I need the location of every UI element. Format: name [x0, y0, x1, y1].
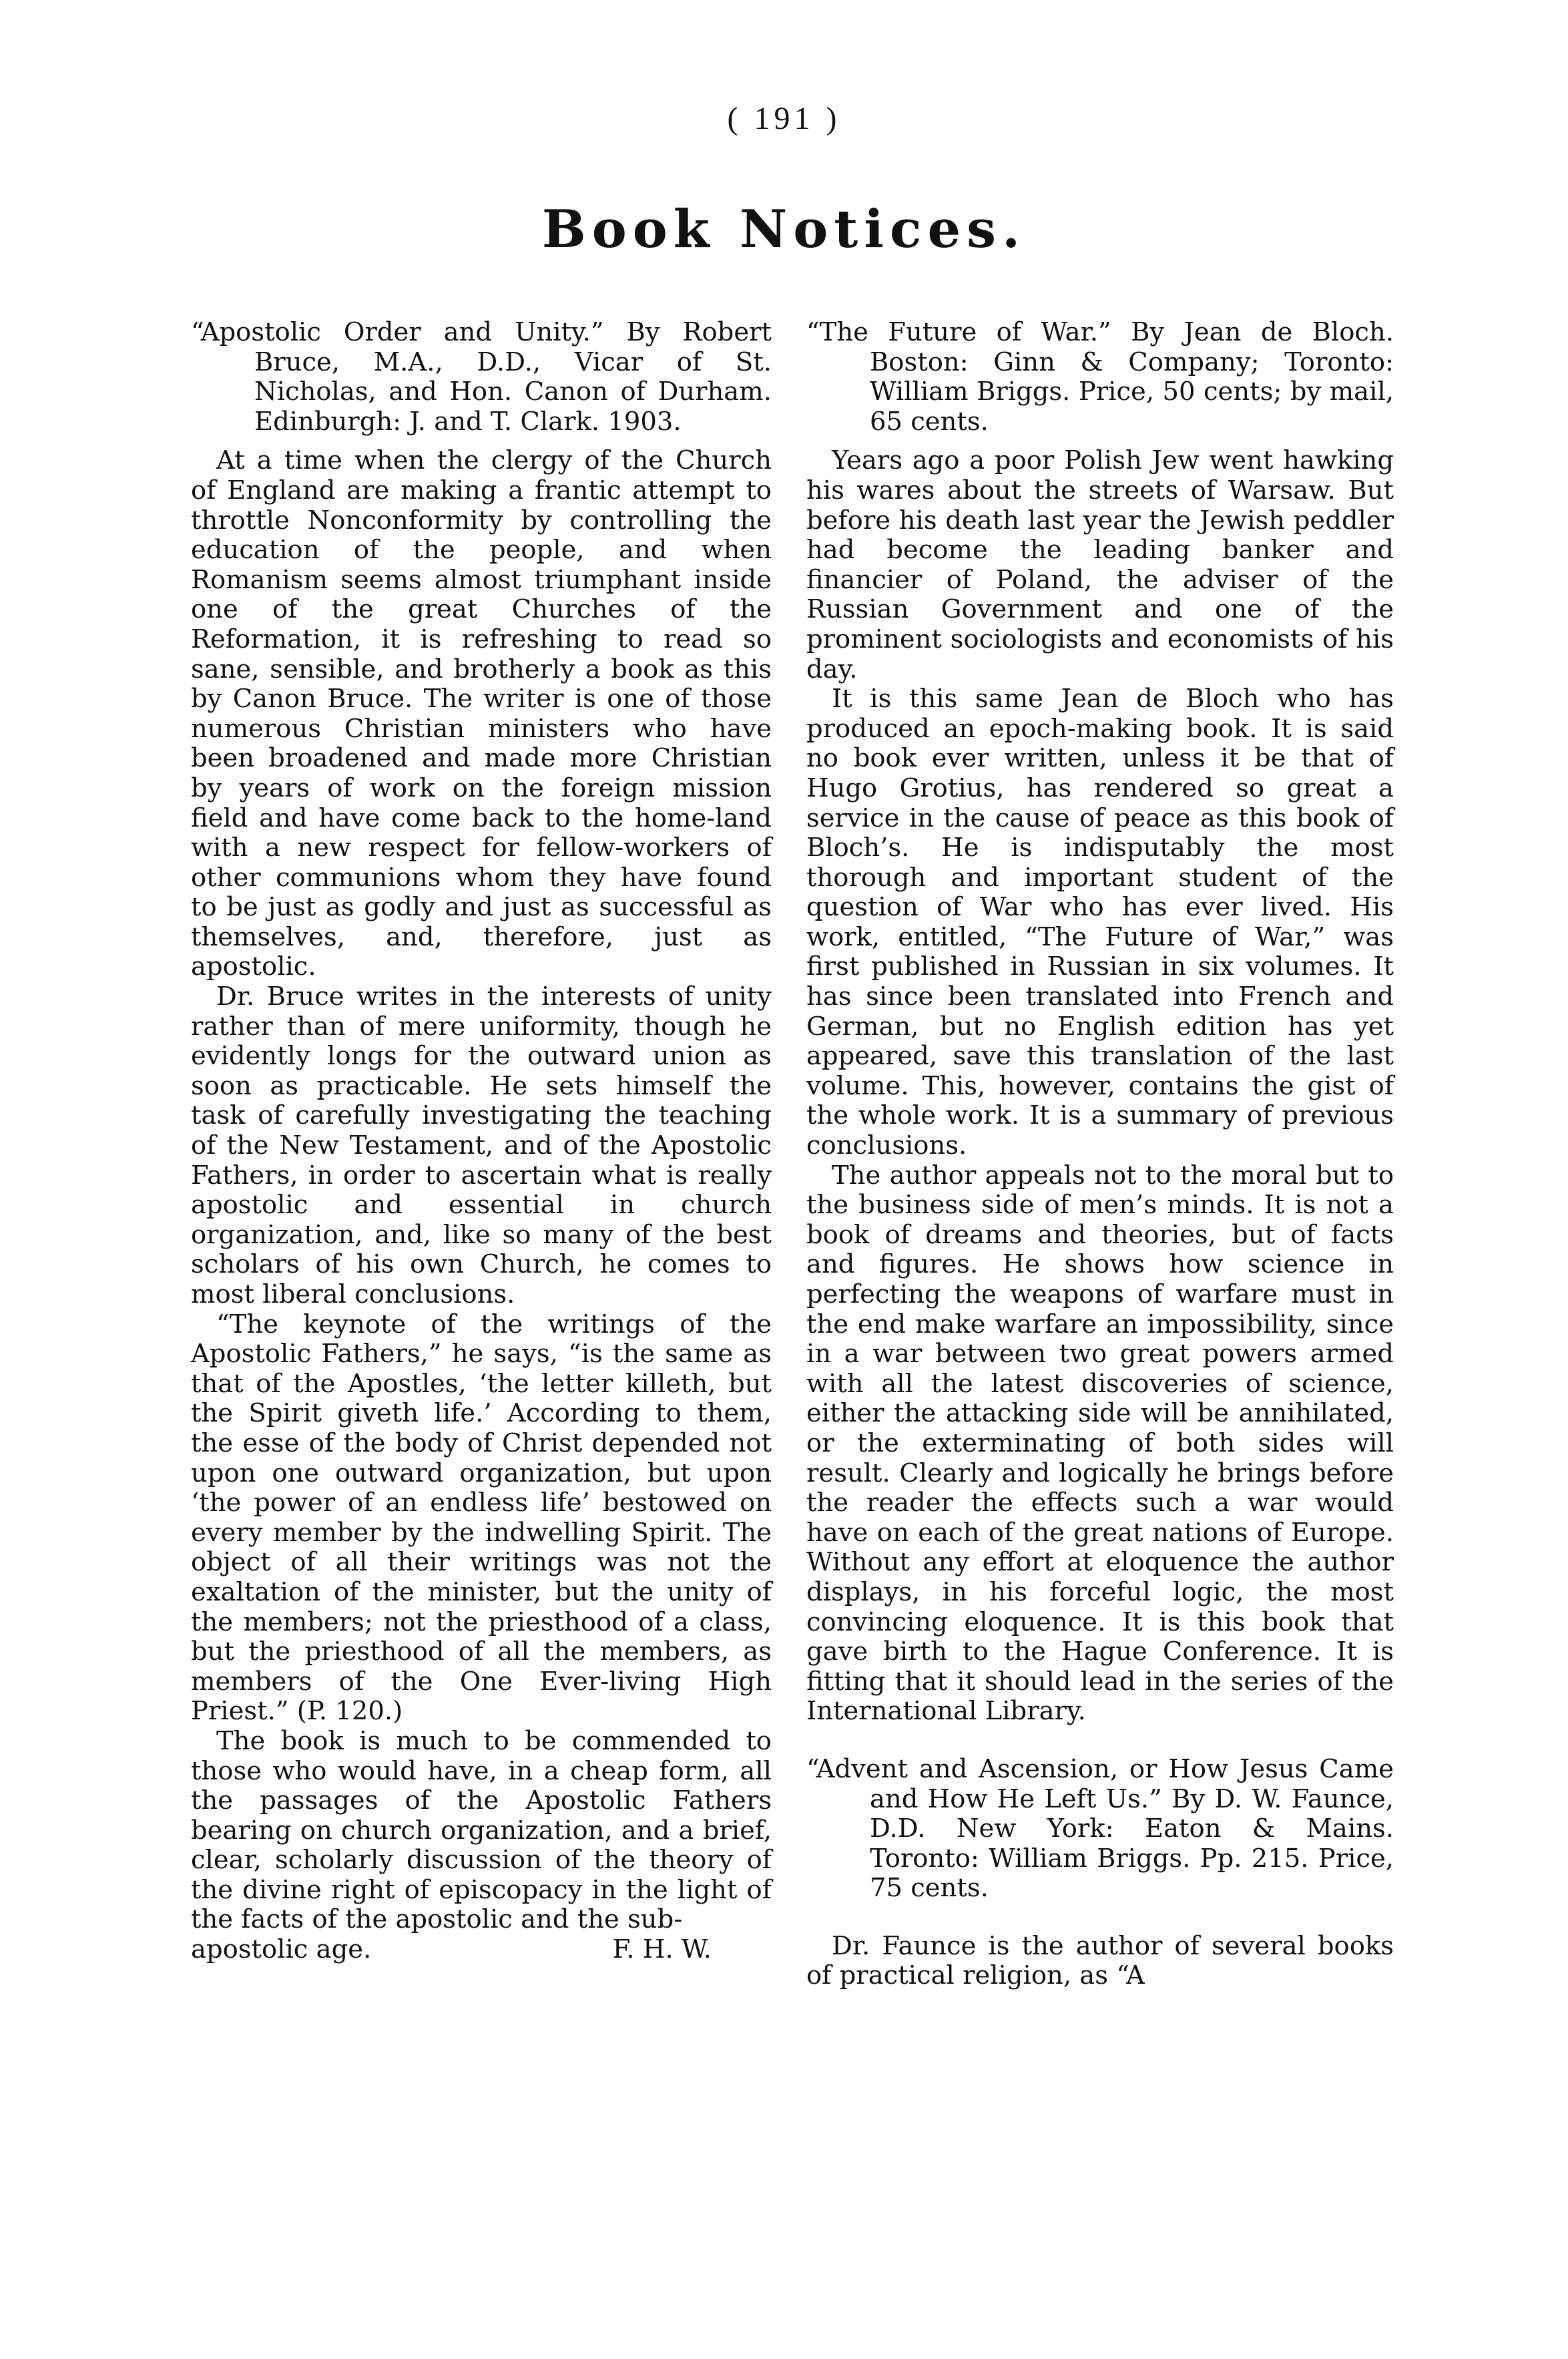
page-title: Book Notices.: [541, 199, 1027, 260]
review-quotation-paragraph: “The keynote of the writings of the Apostolic Fathers,” he says, “is the same as that of the Apostles, ‘the letter killeth, but the Spirit giveth life.’ According to them, the esse of the body of Christ depended not upon one outward organization, but upon ‘the power of an endless life’ bestowed on every member by the indwelling Spirit. The object of all their writings was not the exaltation of the minister, but the unity of the members; not the priesthood of a class, but the priesthood of all the members, as members of the One Ever-living High Priest.” (P. 120.): [191, 1309, 772, 1727]
review-paragraph: It is this same Jean de Bloch who has produced an epoch-making book. It is said no book ever written, unless it be that of Hugo Grotius, has rendered so great a service in the cause of peace as this book of Bloch’s. He is indisputably the most thorough and important student of the question of War who has ever lived. His work, entitled, “The Future of War,” was first published in Russian in six volumes. It has since been translated into French and German, but no English edition has yet appeared, save this translation of the last volume. This, however, contains the gist of the whole work. It is a summary of previous conclusions.: [806, 684, 1394, 1161]
right-column: [806, 318, 1394, 1991]
notice-heading-apostolic-order: “Apostolic Order and Unity.” By Robert Bruce, M.A., D.D., Vicar of St. Nicholas, and Hon. Canon of Durham. Edinburgh: J. and T. Clark. 1903.: [191, 317, 772, 437]
review-paragraph: Dr. Faunce is the author of several books of practical religion, as “A: [806, 1930, 1394, 1991]
review-closing-line: [191, 1935, 772, 1965]
left-column: [191, 318, 772, 1965]
review-paragraph: The book is much to be commended to those who would have, in a cheap form, all the passages of the Apostolic Fathers bearing on church organization, and a brief, clear, scholarly discussion of the theory of the divine right of episcopacy in the light of the facts of the apostolic and the sub-: [191, 1725, 772, 1935]
page-number: ( 191 ): [727, 101, 841, 136]
review-paragraph: The author appeals not to the moral but to the business side of men’s minds. It is not a book of dreams and theories, but of facts and figures. He shows how science in perfecting the weapons of warfare must in the end make warfare an impossibility, since in a war between two great powers armed with all the latest discoveries of science, either the attacking side will be annihilated, or the exterminating of both sides will result. Clearly and logically he brings before the reader the effects such a war would have on each of the great nations of Europe. Without any effort at eloquence the author displays, in his forceful logic, the most convincing eloquence. It is this book that gave birth to the Hague Conference. It is fitting that it should lead in the series of the International Library.: [806, 1160, 1394, 1727]
review-paragraph: Years ago a poor Polish Jew went hawking his wares about the streets of Warsaw. But before his death last year the Jewish peddler had become the leading banker and financier of Poland, the adviser of the Russian Government and one of the prominent sociologists and economists of his day.: [806, 445, 1394, 684]
review-paragraph: At a time when the clergy of the Church of England are making a frantic attempt to throttle Nonconformity by controlling the education of the people, and when Romanism seems almost triumphant inside one of the great Churches of the Reformation, it is refreshing to read so sane, sensible, and brotherly a book as this by Canon Bruce. The writer is one of those numerous Christian ministers who have been broadened and made more Christian by years of work on the foreign mission field and have come back to the home-land with a new respect for fellow-workers of other communions whom they have found to be just as godly and just as successful as themselves, and, therefore, just as apostolic.: [191, 445, 772, 982]
closing-text: apostolic age.: [191, 1934, 372, 1965]
reviewer-signature: F. H. W.: [612, 1934, 712, 1965]
review-paragraph: Dr. Bruce writes in the interests of unity rather than of mere uniformity, though he evidently longs for the outward union as soon as practicable. He sets himself the task of carefully investigating the teaching of the New Testament, and of the Apostolic Fathers, in order to ascertain what is really apostolic and essential in church organization, and, like so many of the best scholars of his own Church, he comes to most liberal conclusions.: [191, 982, 772, 1309]
notice-heading-future-of-war: “The Future of War.” By Jean de Bloch. Boston: Ginn & Company; Toronto: William Briggs. Price, 50 cents; by mail, 65 cents.: [806, 317, 1394, 437]
notice-heading-advent-and-ascension: “Advent and Ascension, or How Jesus Came and How He Left Us.” By D. W. Faunce, D.D. New York: Eaton & Mains. Toronto: William Briggs. Pp. 215. Price, 75 cents.: [806, 1753, 1394, 1904]
